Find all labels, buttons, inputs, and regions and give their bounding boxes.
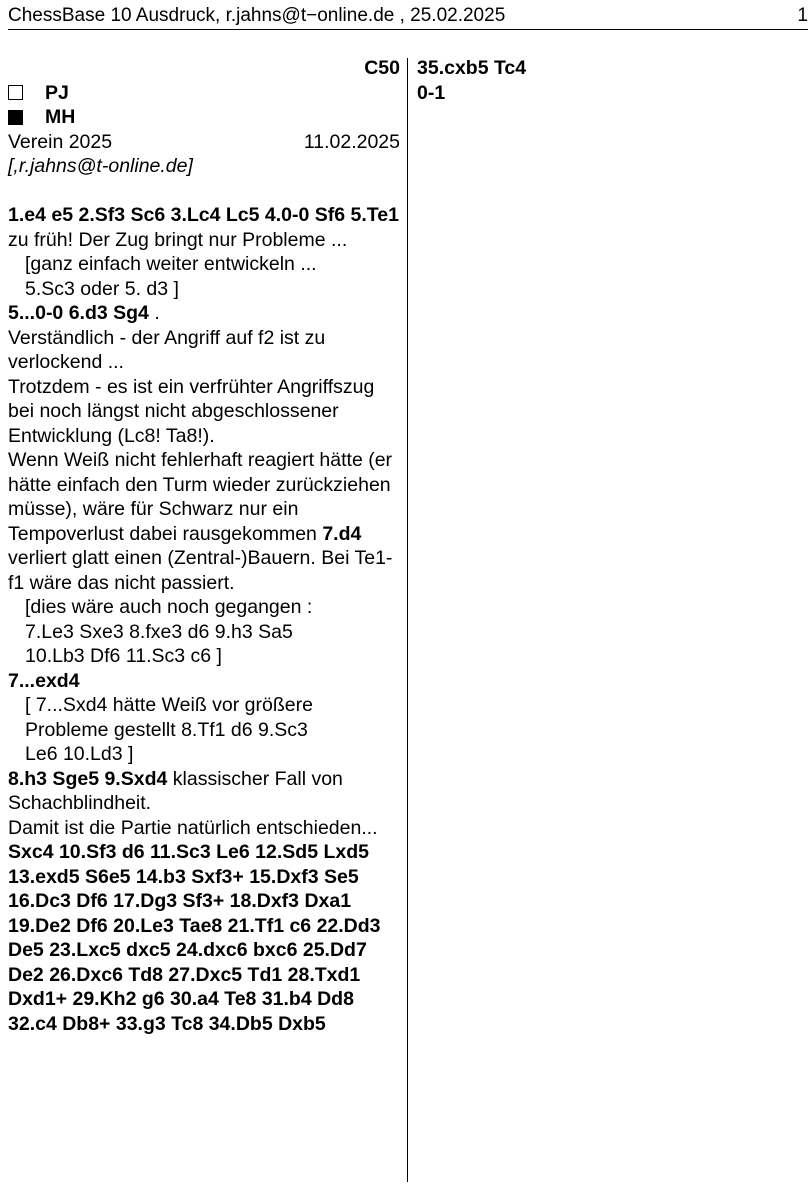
comment-paragraph: Trotzdem - es ist ein verfrühter Angriffszug bei noch längst nicht abgeschlossener Entwicklung (Lc8! Ta8!). — [8, 375, 375, 447]
comment-paragraph-3 — [8, 448, 400, 595]
variation-line: Le6 10.Ld3 ] — [25, 743, 134, 765]
comment: Wenn Weiß nicht fehlerhaft reagiert hätte (er hätte einfach den Turm wieder zurückziehen müsse), wäre für Schwarz nur ein Tempoverlust dabei rausgekommen — [8, 449, 393, 545]
annotator: [,r.jahns@t-online.de] — [8, 155, 193, 177]
spacer — [8, 179, 400, 204]
right-column — [417, 56, 807, 105]
variation-line: [ganz einfach weiter entwickeln ... — [25, 253, 317, 275]
variation-3 — [8, 693, 400, 718]
left-column — [8, 56, 400, 1036]
black-square-icon — [8, 110, 23, 125]
comment-paragraph: Verständlich - der Angriff auf f2 ist zu verlockend ... — [8, 326, 326, 373]
print-header — [8, 4, 808, 28]
moves: 5...0-0 6.d3 Sg4 — [8, 302, 149, 324]
black-player — [8, 105, 400, 130]
variation-line: [ 7...Sxd4 hätte Weiß vor größere — [25, 694, 313, 716]
white-square-icon — [8, 85, 23, 100]
variation-line: Probleme gestellt 8.Tf1 d6 9.Sc3 — [25, 718, 308, 741]
eco-code: C50 — [364, 57, 400, 79]
variation-2 — [8, 595, 400, 620]
comment: verliert glatt einen (Zentral-)Bauern. Bei Te1-f1 wäre das nicht passiert. — [8, 547, 393, 594]
comment: Damit ist die Partie natürlich entschieden... — [8, 816, 378, 839]
moves: 7.d4 — [322, 522, 362, 545]
variation-2-cont — [8, 644, 400, 669]
game-result: 0-1 — [417, 81, 446, 104]
header-rule — [8, 29, 808, 30]
header-title: ChessBase 10 Ausdruck, r.jahns@t−online.de , 25.02.2025 — [8, 5, 506, 26]
moves: 8.h3 Sge5 9.Sxd4 — [8, 767, 168, 790]
variation-2-cont — [8, 620, 400, 645]
white-player — [8, 81, 400, 106]
comment: klassischer Fall von Schachblindheit. — [8, 767, 343, 814]
event-name: Verein 2025 — [8, 130, 113, 153]
variation-line: 5.Sc3 oder 5. d3 ] — [25, 277, 179, 300]
moves-paragraph-5 — [8, 767, 400, 816]
variation-line: [dies wäre auch noch gegangen : — [25, 596, 313, 618]
event-row — [8, 130, 400, 155]
variation-3-cont — [8, 718, 400, 743]
moves-paragraph-4 — [8, 669, 400, 694]
variation-1 — [8, 252, 400, 277]
moves-final: 35.cxb5 Tc4 — [417, 57, 527, 79]
moves: Sxc4 10.Sf3 d6 11.Sc3 Le6 12.Sd5 Lxd5 13.exd5 S6e5 14.b3 Sxf3+ 15.Dxf3 Se5 16.Dc3 Df6 17.Dg3 Sf3+ 18.Dxf3 Dxa1 19.De2 Df6 20.Le3 Tae8 21.Tf1 c6 22.Dd3 De5 23.Lxc5 dxc5 24.dxc6 bxc6 25.Dd7 De2 26.Dxc6 Td8 27.Dxc5 Td1 28.Txd1 Dxd1+ 29.Kh2 g6 30.a4 Te8 31.b4 Dd8 32.c4 Db8+ 33.g3 Tc8 34.Db5 Dxb5 — [8, 841, 381, 1035]
variation-line: 7.Le3 Sxe3 8.fxe3 d6 9.h3 Sa5 — [25, 620, 293, 643]
black-player-name: MH — [45, 106, 76, 128]
moves: 7...exd4 — [8, 669, 80, 692]
game-date: 11.02.2025 — [303, 130, 400, 153]
variation-1-cont — [8, 277, 400, 302]
column-separator — [407, 58, 408, 1182]
white-player-name: PJ — [45, 81, 69, 104]
moves: 1.e4 e5 2.Sf3 Sc6 3.Lc4 Lc5 4.0-0 Sf6 5.Te1 — [8, 204, 399, 226]
comment: . — [148, 302, 160, 324]
comment: zu früh! Der Zug bringt nur Probleme ... — [8, 228, 348, 251]
page-number: 1 — [797, 5, 808, 26]
variation-3-cont — [8, 742, 400, 767]
variation-line: 10.Lb3 Df6 11.Sc3 c6 ] — [25, 645, 222, 667]
moves-paragraph-6 — [8, 816, 400, 1037]
moves-paragraph-2 — [8, 301, 400, 326]
moves-paragraph-1 — [8, 203, 400, 252]
